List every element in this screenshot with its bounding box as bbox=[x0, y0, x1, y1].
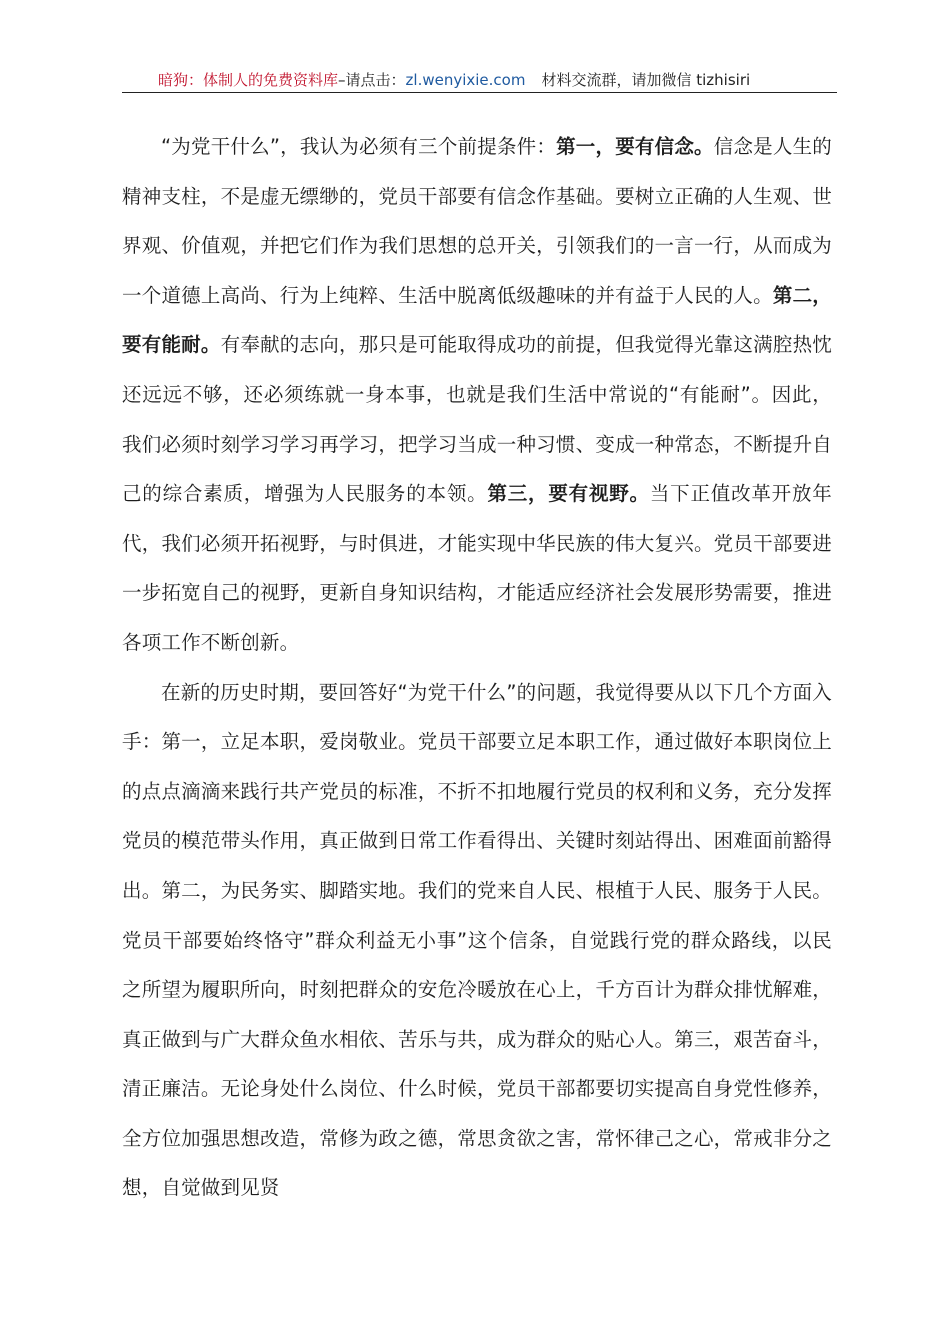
header-brand: 暗狗：体制人的免费资料库 bbox=[158, 71, 339, 89]
paragraph-2 bbox=[122, 668, 832, 1214]
header-group-text: 材料交流群，请加微信 tizhisiri bbox=[541, 71, 751, 89]
point-heading-belief: 第一，要有信念。 bbox=[556, 135, 714, 158]
header-link[interactable]: zl.wenyixie.com bbox=[405, 71, 526, 89]
point-heading-ability: 第二，要有能耐。 bbox=[122, 283, 832, 357]
paragraph-text: 当下正值改革开放年代，我们必须开拓视野，与时俱进，才能实现中华民族的伟大复兴。党员干部要进一步拓宽自己的视野，更新自身知识结构，才能适应经济社会发展形势需要，推进各项工作不断创新。 bbox=[122, 482, 832, 654]
point-heading-vision: 第三，要有视野。 bbox=[487, 482, 650, 506]
page-header bbox=[122, 68, 837, 93]
header-click-prefix: –请点击： bbox=[338, 71, 406, 89]
paragraph-text: 有奉献的志向，那只是可能取得成功的前提，但我觉得光靠这满腔热忱还远远不够，还必须练就一身本事，也就是我们生活中常说的“有能耐”。因此，我们必须时刻学习学习再学习，把学习当成一种习惯、变成一种常态，不断提升自己的综合素质，增强为人民服务的本领。 bbox=[122, 333, 832, 506]
paragraph-text: “为党干什么”，我认为必须有三个前提条件： bbox=[161, 135, 557, 158]
document-body bbox=[122, 122, 832, 1213]
paragraph-1 bbox=[122, 122, 832, 668]
paragraph-text: 信念是人生的精神支柱，不是虚无缥缈的，党员干部要有信念作基础。要树立正确的人生观、世界观、价值观，并把它们作为我们思想的总开关，引领我们的一言一行，从而成为一个道德上高尚、行为上纯粹、生活中脱离低级趣味的并有益于人民的人。 bbox=[122, 135, 833, 307]
paragraph-text: 在新的历史时期，要回答好“为党干什么”的问题，我觉得要从以下几个方面入手：第一，立足本职，爱岗敬业。党员干部要立足本职工作，通过做好本职岗位上的点点滴滴来践行共产党员的标准，不折不扣地履行党员的权利和义务，充分发挥党员的模范带头作用，真正做到日常工作看得出、关键时刻站得出、困难面前豁得出。第二，为民务实、脚踏实地。我们的党来自人民、根植于人民、服务于人民。党员干部要始终恪守”群众利益无小事”这个信条，自觉践行党的群众路线，以民之所望为履职所向，时刻把群众的安危冷暖放在心上，千方百计为群众排忧解难，真正做到与广大群众鱼水相依、苦乐与共，成为群众的贴心人。第三，艰苦奋斗，清正廉洁。无论身处什么岗位、什么时候，党员干部都要切实提高自身党性修养，全方位加强思想改造，常修为政之德，常思贪欲之害，常怀律己之心，常戒非分之想，自觉做到见贤 bbox=[122, 680, 832, 1200]
